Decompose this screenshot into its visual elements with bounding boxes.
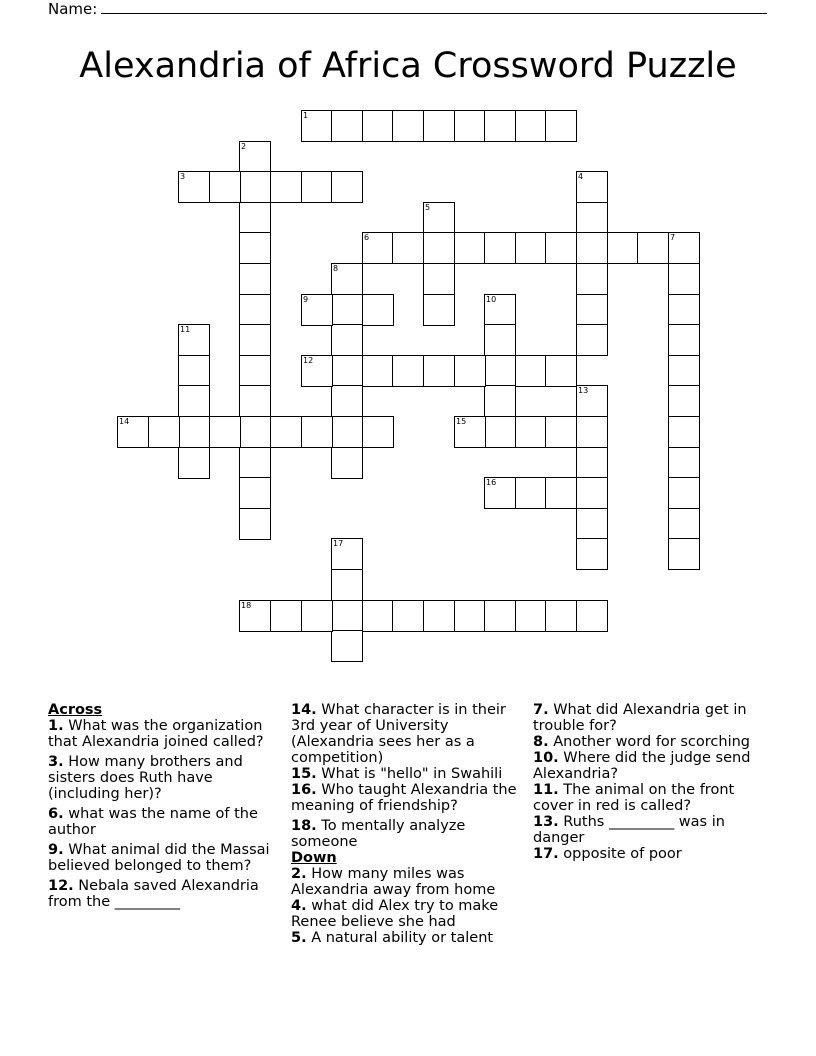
grid-cell[interactable]	[668, 416, 700, 448]
clue-across-18: 18. To mentally analyze someone	[291, 818, 466, 850]
grid-cell[interactable]	[423, 110, 455, 142]
clue-across-3: 3. How many brothers and sisters does Ruth have (including her)?	[48, 754, 243, 802]
grid-cell[interactable]	[454, 355, 486, 387]
grid-cell[interactable]	[331, 294, 363, 326]
grid-cell[interactable]	[301, 171, 333, 203]
grid-cell[interactable]	[545, 600, 577, 632]
grid-cell[interactable]	[209, 416, 241, 448]
grid-cell[interactable]	[239, 416, 271, 448]
grid-cell[interactable]	[637, 232, 669, 264]
down-heading: Down	[291, 850, 337, 866]
grid-cell[interactable]	[454, 416, 486, 448]
grid-cell[interactable]	[576, 232, 608, 264]
grid-cell[interactable]	[117, 416, 149, 448]
clue-across-14: 14. What character is in their 3rd year of University (Alexandria sees her as a competition)	[291, 702, 506, 766]
grid-cell[interactable]	[331, 447, 363, 479]
clue-column-2	[291, 702, 523, 950]
grid-cell[interactable]	[362, 600, 394, 632]
grid-cell[interactable]	[239, 477, 271, 509]
grid-cell[interactable]	[392, 232, 424, 264]
grid-cell[interactable]	[484, 232, 516, 264]
grid-cell[interactable]	[423, 202, 455, 234]
grid-cell[interactable]	[576, 600, 608, 632]
grid-cell[interactable]	[239, 141, 271, 173]
grid-cell[interactable]	[668, 477, 700, 509]
grid-cell[interactable]	[454, 110, 486, 142]
grid-cell[interactable]	[239, 171, 271, 203]
grid-cell[interactable]	[576, 508, 608, 540]
grid-cell[interactable]	[484, 110, 516, 142]
grid-cell[interactable]	[576, 416, 608, 448]
grid-cell[interactable]	[178, 171, 210, 203]
grid-cell[interactable]	[270, 171, 302, 203]
grid-cell[interactable]	[515, 355, 547, 387]
clue-number-3: 3	[180, 172, 186, 181]
grid-cell[interactable]	[484, 600, 516, 632]
clue-number-6: 6	[364, 233, 370, 242]
name-label: Name:	[48, 0, 98, 18]
clue-down-4: 4. what did Alex try to make Renee believe she had	[291, 898, 499, 930]
clue-number-16: 16	[486, 478, 497, 487]
grid-cell[interactable]	[545, 416, 577, 448]
grid-cell[interactable]	[576, 324, 608, 356]
grid-cell[interactable]	[178, 385, 210, 417]
grid-cell[interactable]	[331, 569, 363, 601]
clue-down-13: 13. Ruths _________ was in danger	[533, 814, 725, 846]
grid-cell[interactable]	[392, 110, 424, 142]
clue-across-12: 12. Nebala saved Alexandria from the _________	[48, 878, 259, 910]
clue-down-2: 2. How many miles was Alexandria away from home	[291, 866, 496, 898]
across-heading: Across	[48, 702, 103, 718]
grid-cell[interactable]	[301, 110, 333, 142]
grid-cell[interactable]	[484, 294, 516, 326]
grid-cell[interactable]	[484, 324, 516, 356]
grid-cell[interactable]	[239, 202, 271, 234]
grid-cell[interactable]	[239, 324, 271, 356]
grid-cell[interactable]	[362, 355, 394, 387]
grid-cell[interactable]	[576, 202, 608, 234]
grid-cell[interactable]	[545, 232, 577, 264]
clue-column-1	[48, 702, 278, 914]
clue-across-15: 15. What is "hello" in Swahili	[291, 766, 503, 782]
clue-number-11: 11	[180, 325, 191, 334]
grid-cell[interactable]	[545, 110, 577, 142]
grid-cell[interactable]	[178, 416, 210, 448]
grid-cell[interactable]	[607, 232, 639, 264]
clue-number-14: 14	[119, 417, 130, 426]
grid-cell[interactable]	[668, 447, 700, 479]
grid-cell[interactable]	[668, 232, 700, 264]
grid-cell[interactable]	[178, 324, 210, 356]
clue-number-7: 7	[670, 233, 676, 242]
grid-cell[interactable]	[331, 263, 363, 295]
grid-cell[interactable]	[178, 355, 210, 387]
grid-cell[interactable]	[515, 477, 547, 509]
grid-cell[interactable]	[668, 538, 700, 570]
grid-cell[interactable]	[331, 600, 363, 632]
grid-cell[interactable]	[576, 171, 608, 203]
grid-cell[interactable]	[362, 294, 394, 326]
grid-cell[interactable]	[668, 385, 700, 417]
clue-number-18: 18	[241, 601, 252, 610]
grid-cell[interactable]	[331, 630, 363, 662]
grid-cell[interactable]	[668, 263, 700, 295]
grid-cell[interactable]	[301, 416, 333, 448]
grid-cell[interactable]	[362, 416, 394, 448]
grid-cell[interactable]	[178, 447, 210, 479]
grid-cell[interactable]	[239, 385, 271, 417]
clue-number-1: 1	[303, 111, 309, 120]
grid-cell[interactable]	[209, 171, 241, 203]
clue-across-16: 16. Who taught Alexandria the meaning of friendship?	[291, 782, 517, 814]
grid-cell[interactable]	[362, 110, 394, 142]
grid-cell[interactable]	[331, 110, 363, 142]
grid-cell[interactable]	[576, 538, 608, 570]
grid-cell[interactable]	[331, 355, 363, 387]
grid-cell[interactable]	[454, 600, 486, 632]
clue-number-15: 15	[456, 417, 467, 426]
grid-cell[interactable]	[484, 385, 516, 417]
clue-number-9: 9	[303, 295, 309, 304]
grid-cell[interactable]	[576, 477, 608, 509]
clue-number-8: 8	[333, 264, 339, 273]
clue-across-9: 9. What animal did the Massai believed belonged to them?	[48, 842, 270, 874]
clue-column-3	[533, 702, 768, 866]
clue-down-10: 10. Where did the judge send Alexandria?	[533, 750, 751, 782]
grid-cell[interactable]	[331, 171, 363, 203]
grid-cell[interactable]	[301, 355, 333, 387]
clue-down-7: 7. What did Alexandria get in trouble for?	[533, 702, 747, 734]
page-title: Alexandria of Africa Crossword Puzzle	[79, 46, 737, 86]
grid-cell[interactable]	[148, 416, 180, 448]
grid-cell[interactable]	[301, 600, 333, 632]
grid-cell[interactable]	[515, 232, 547, 264]
clue-down-17: 17. opposite of poor	[533, 846, 682, 862]
grid-cell[interactable]	[239, 600, 271, 632]
grid-cell[interactable]	[239, 508, 271, 540]
grid-cell[interactable]	[239, 232, 271, 264]
clue-down-8: 8. Another word for scorching	[533, 734, 750, 750]
grid-cell[interactable]	[270, 600, 302, 632]
grid-cell[interactable]	[423, 232, 455, 264]
grid-cell[interactable]	[545, 355, 577, 387]
clue-number-4: 4	[578, 172, 584, 181]
grid-cell[interactable]	[239, 447, 271, 479]
grid-cell[interactable]	[423, 294, 455, 326]
clue-number-12: 12	[303, 356, 314, 365]
grid-cell[interactable]	[392, 600, 424, 632]
grid-cell[interactable]	[331, 538, 363, 570]
clue-number-10: 10	[486, 295, 497, 304]
grid-cell[interactable]	[484, 477, 516, 509]
grid-cell[interactable]	[331, 385, 363, 417]
grid-cell[interactable]	[423, 355, 455, 387]
grid-cell[interactable]	[668, 355, 700, 387]
grid-cell[interactable]	[454, 232, 486, 264]
grid-cell[interactable]	[270, 416, 302, 448]
clue-number-5: 5	[425, 203, 431, 212]
grid-cell[interactable]	[331, 324, 363, 356]
grid-cell[interactable]	[515, 600, 547, 632]
clue-number-2: 2	[241, 142, 247, 151]
clue-number-17: 17	[333, 539, 344, 548]
grid-cell[interactable]	[423, 263, 455, 295]
grid-cell[interactable]	[668, 294, 700, 326]
grid-cell[interactable]	[576, 263, 608, 295]
clue-down-11: 11. The animal on the front cover in red is called?	[533, 782, 735, 814]
grid-cell[interactable]	[515, 110, 547, 142]
grid-cell[interactable]	[576, 294, 608, 326]
grid-cell[interactable]	[301, 294, 333, 326]
grid-cell[interactable]	[668, 324, 700, 356]
grid-cell[interactable]	[362, 232, 394, 264]
grid-cell[interactable]	[484, 355, 516, 387]
clue-across-1: 1. What was the organization that Alexandria joined called?	[48, 718, 264, 750]
grid-cell[interactable]	[668, 508, 700, 540]
grid-cell[interactable]	[239, 294, 271, 326]
clue-down-5: 5. A natural ability or talent	[291, 930, 494, 946]
clue-number-13: 13	[578, 386, 589, 395]
grid-cell[interactable]	[239, 355, 271, 387]
grid-cell[interactable]	[576, 385, 608, 417]
grid-cell[interactable]	[545, 477, 577, 509]
grid-cell[interactable]	[423, 600, 455, 632]
grid-cell[interactable]	[392, 355, 424, 387]
clue-across-6: 6. what was the name of the author	[48, 806, 258, 838]
grid-cell[interactable]	[239, 263, 271, 295]
grid-cell[interactable]	[484, 416, 516, 448]
grid-cell[interactable]	[331, 416, 363, 448]
grid-cell[interactable]	[576, 447, 608, 479]
grid-cell[interactable]	[515, 416, 547, 448]
